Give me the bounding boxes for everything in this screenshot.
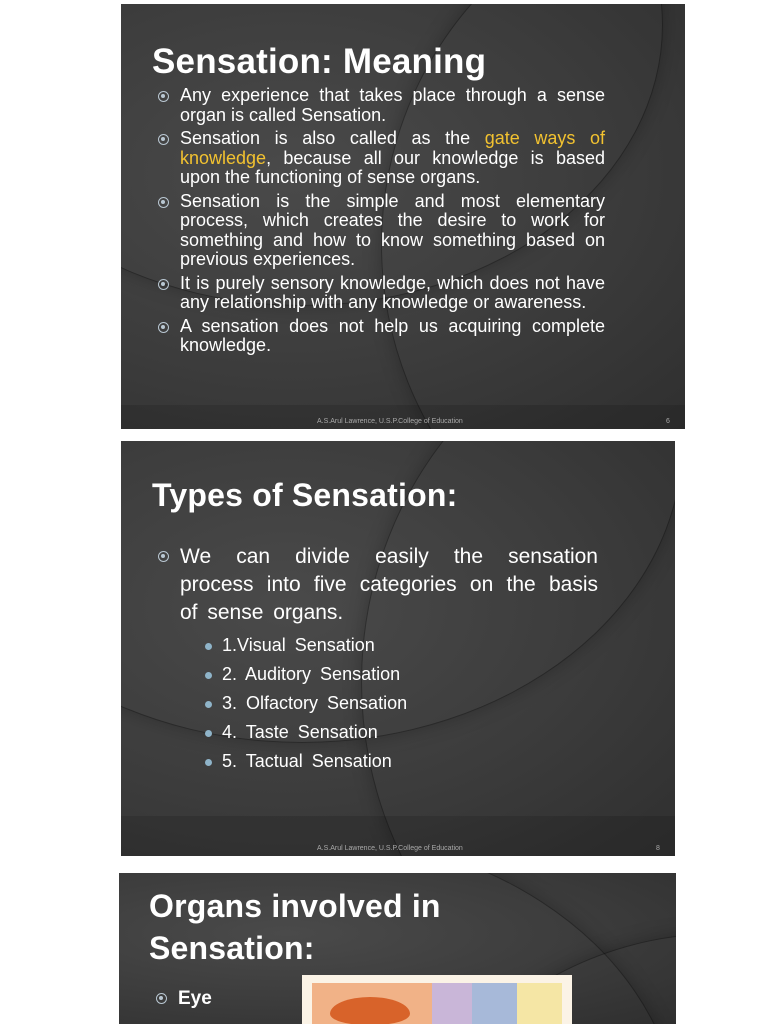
bullet-item [158, 192, 605, 270]
bullet-text-before: Sensation is also called as the [180, 128, 485, 148]
bullet-text: Eye [178, 988, 212, 1009]
dot-icon [205, 759, 212, 766]
bullet-text-after: , because all our knowledge is based upon the functioning of sense organs. [180, 147, 605, 187]
sub-bullet-text: 3. Olfactory Sensation [222, 693, 408, 713]
dot-icon [205, 643, 212, 650]
bullet-item [158, 317, 605, 356]
target-circle-icon [158, 134, 169, 145]
sub-bullet-item [180, 689, 598, 718]
sub-bullet-item [180, 631, 598, 660]
bullet-item [158, 129, 605, 188]
sub-bullet-list [180, 631, 598, 776]
bullet-item [158, 543, 598, 776]
illustration-block [472, 983, 517, 1024]
illustration-block [517, 983, 562, 1024]
title-line-1: Organs involved in [149, 888, 441, 924]
target-circle-icon [158, 279, 169, 290]
bullet-text: We can divide easily the sensation process into five categories on the basis of sense organs. [180, 545, 598, 624]
slide-footer: A.S.Arul Lawrence, U.S.P.College of Education [317, 845, 463, 852]
bullet-text: Sensation is the simple and most elementary process, which creates the desire to work for something and how to know something based on previous experiences. [180, 190, 605, 269]
slide-footer: A.S.Arul Lawrence, U.S.P.College of Education [317, 418, 463, 425]
sub-bullet-text: 4. Taste Sensation [222, 722, 378, 742]
slide-sensation-meaning [121, 4, 685, 429]
page-number: 8 [656, 845, 660, 852]
sub-bullet-text: 2. Auditory Sensation [222, 664, 401, 684]
title-line-2: Sensation: [149, 930, 315, 966]
target-circle-icon [158, 551, 169, 562]
lips-icon [330, 997, 410, 1024]
bullet-text: Any experience that takes place through a sense organ is called Sensation. [180, 85, 605, 125]
slide-title: Types of Sensation: [152, 477, 458, 513]
target-circle-icon [158, 91, 169, 102]
dot-icon [205, 672, 212, 679]
footer-band [121, 405, 685, 429]
dot-icon [205, 730, 212, 737]
target-circle-icon [156, 993, 167, 1004]
slide-title [149, 885, 441, 969]
target-circle-icon [158, 197, 169, 208]
slide-organs-involved [119, 873, 676, 1024]
sub-bullet-item [180, 747, 598, 776]
bullet-item [156, 987, 316, 1011]
bullet-list [158, 543, 598, 776]
slide-types-of-sensation [121, 441, 675, 856]
bullet-list [158, 86, 605, 360]
slide-title: Sensation: Meaning [152, 42, 487, 81]
sub-bullet-item [180, 718, 598, 747]
sub-bullet-item [180, 660, 598, 689]
target-circle-icon [158, 322, 169, 333]
sense-organs-illustration [302, 975, 572, 1024]
bullet-item [158, 86, 605, 125]
sub-bullet-text: 1.Visual Sensation [222, 635, 375, 655]
bullet-list [156, 987, 316, 1011]
bullet-text: A sensation does not help us acquiring complete knowledge. [180, 315, 605, 355]
highlighted-term: gate ways of knowledge [180, 128, 605, 168]
bullet-item [158, 274, 605, 313]
illustration-block [432, 983, 472, 1024]
sub-bullet-text: 5. Tactual Sensation [222, 751, 392, 771]
dot-icon [205, 701, 212, 708]
page-number: 6 [666, 418, 670, 425]
bullet-text: It is purely sensory knowledge, which does not have any relationship with any knowledge or awareness. [180, 272, 605, 312]
